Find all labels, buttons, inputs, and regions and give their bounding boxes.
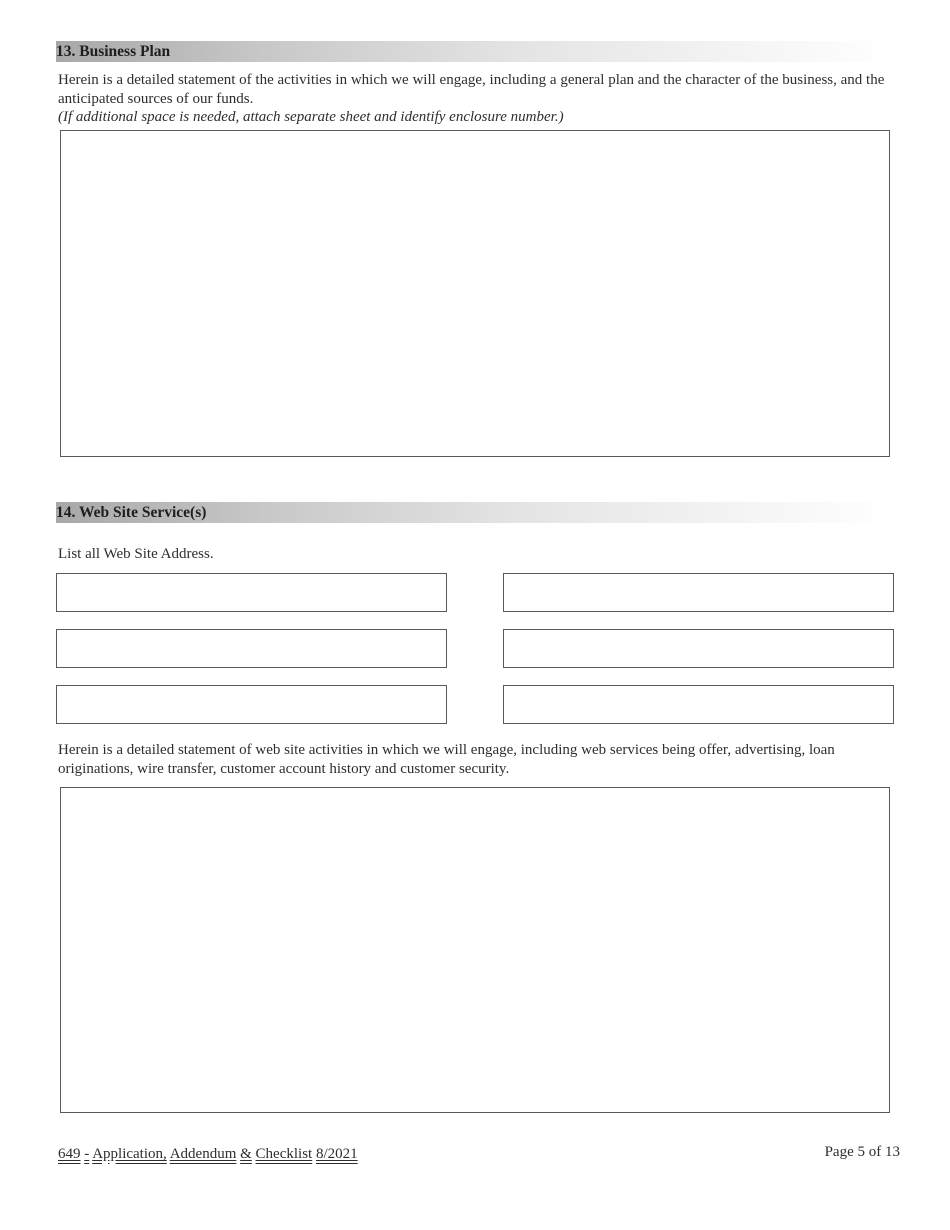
web-address-field-1[interactable] xyxy=(56,573,447,612)
additional-space-note: (If additional space is needed, attach separate sheet and identify enclosure number.) xyxy=(58,109,564,125)
form-ampersand: & xyxy=(240,1146,252,1162)
form-date: 8/2021 xyxy=(315,1146,358,1162)
form-word-checklist: Checklist xyxy=(255,1146,313,1162)
web-address-input-5[interactable] xyxy=(57,686,446,723)
form-number: 649 xyxy=(58,1146,81,1162)
business-plan-textarea[interactable] xyxy=(61,131,889,456)
web-address-field-2[interactable] xyxy=(503,573,894,612)
web-address-input-3[interactable] xyxy=(57,630,446,667)
web-address-field-5[interactable] xyxy=(56,685,447,724)
form-word-application: Application, xyxy=(92,1146,167,1162)
form-identifier xyxy=(58,1144,358,1164)
business-plan-description: Herein is a detailed statement of the activities in which we will engage, including a general plan and the character of the business, and the anticipated sources of our funds. xyxy=(58,72,885,107)
web-address-input-2[interactable] xyxy=(504,574,893,611)
web-address-input-1[interactable] xyxy=(57,574,446,611)
form-word-addendum: Addendum xyxy=(169,1146,237,1162)
web-address-field-6[interactable] xyxy=(503,685,894,724)
web-address-field-3[interactable] xyxy=(56,629,447,668)
business-plan-box[interactable] xyxy=(60,130,890,457)
page-number: Page 5 of 13 xyxy=(824,1144,900,1160)
section-13-header: 13. Business Plan xyxy=(56,41,894,62)
form-dash: - xyxy=(84,1146,90,1162)
web-address-input-4[interactable] xyxy=(504,630,893,667)
web-address-list-label: List all Web Site Address. xyxy=(58,546,214,562)
web-activities-textarea[interactable] xyxy=(61,788,889,1112)
web-activities-description: Herein is a detailed statement of web site activities in which we will engage, including web services being offer, advertising, loan originations, wire transfer, customer account history and customer security. xyxy=(58,742,835,777)
web-address-field-4[interactable] xyxy=(503,629,894,668)
web-activities-box[interactable] xyxy=(60,787,890,1113)
web-address-input-6[interactable] xyxy=(504,686,893,723)
section-14-header: 14. Web Site Service(s) xyxy=(56,502,894,523)
